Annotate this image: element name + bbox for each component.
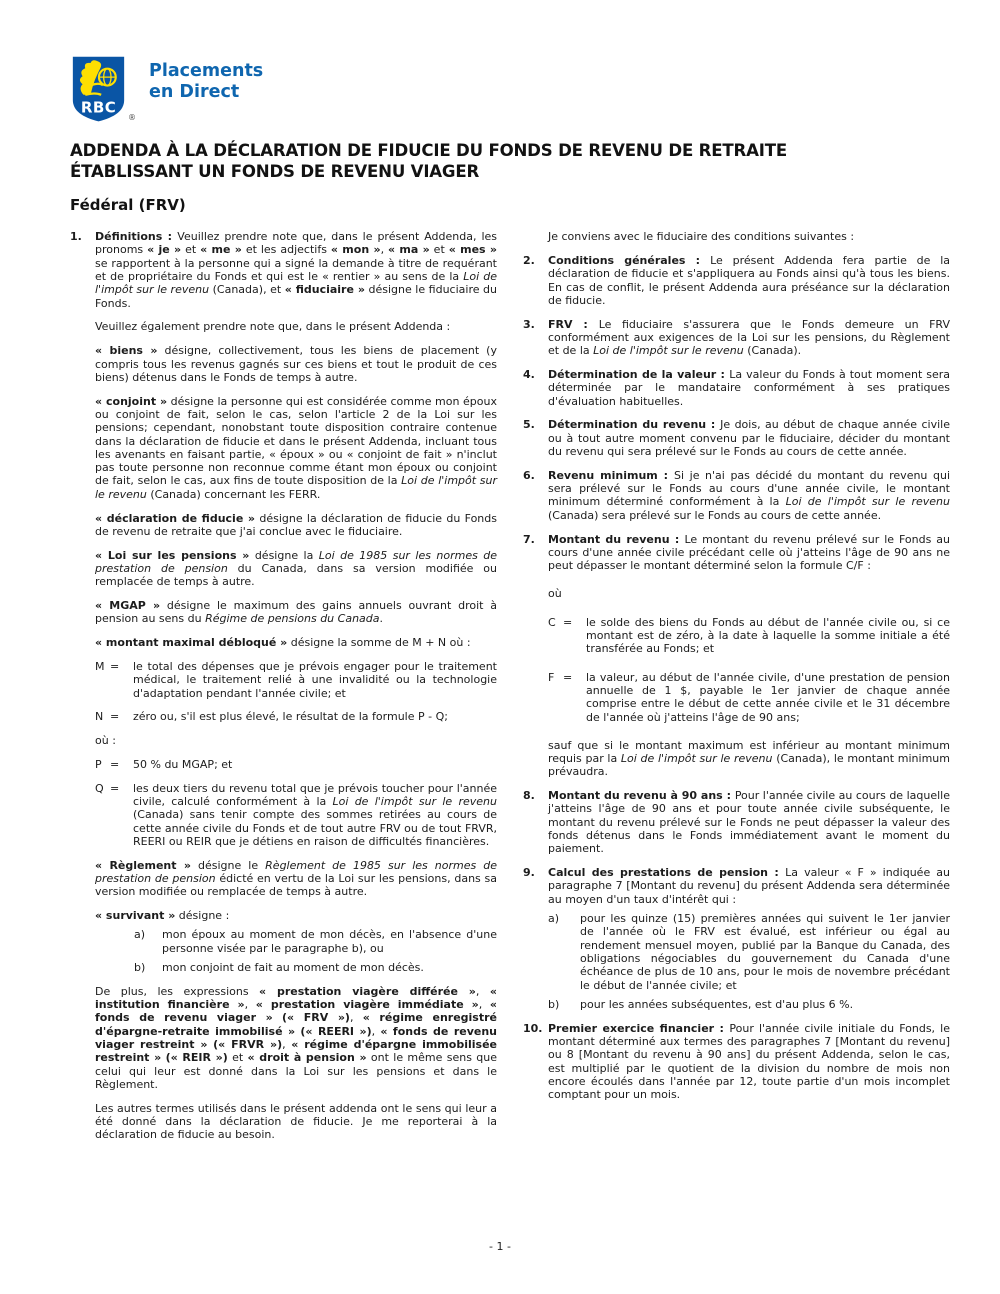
text-run: et [227, 1051, 248, 1065]
clause-text [95, 660, 497, 700]
clause-number [70, 961, 95, 974]
text-run: (Canada) concernant les FERR. [146, 487, 321, 501]
para-block [70, 599, 497, 626]
text-run: Le présent Addenda fera partie de la déclaration de fiducie et s'appliquera au Fonds ainsi qu'à tous les biens. En cas de conflit, le présent Addenda aura préséance sur la déclaration de fiducie. [548, 253, 950, 307]
document-title-line2: ÉTABLISSANT UN FONDS DE REVENU VIAGER [70, 161, 480, 181]
clause-number: 10. [523, 1021, 543, 1035]
rbc-shield-logo [70, 55, 127, 124]
text-run: Loi de l'impôt sur le revenu [785, 495, 950, 509]
text-run: Calcul des prestations de pension : [548, 866, 786, 880]
clause-text [548, 1022, 950, 1102]
text-run: Les autres termes utilisés dans le présent addenda ont le sens qui leur a été donné dans la déclaration de fiducie. Je me reporterai à la déclaration de fiducie au besoin. [95, 1101, 497, 1142]
text-run: Je dois, au début de chaque année civile ou à tout autre moment convenu par le fiduciaire, décider du montant du revenu qui sera prélevé sur le Fonds au cours de cette année. [548, 418, 950, 459]
text-run: « je » [147, 243, 182, 257]
text-run: Régime de pensions du Canada [205, 612, 380, 626]
text-run: Revenu minimum : [548, 468, 674, 482]
text-run [273, 1011, 282, 1024]
text-run: où : [95, 734, 116, 748]
para-block [70, 734, 497, 747]
text-run: mon époux au moment de mon décès, en l'absence d'une personne visée par le paragraphe b), ou [162, 928, 497, 955]
clause-number [70, 985, 95, 1091]
text-run: mon conjoint de fait au moment de mon décès. [162, 960, 424, 974]
clause-number [70, 344, 95, 384]
text-run: (Canada) sera prélevé sur le Fonds au cours de cette année. [548, 508, 882, 522]
text-run: (Canada) sans tenir compte des sommes retirées au cours de cette année civile du Fonds et de tout autre FRV ou de tout FRVR, REERI ou REIR que je détiens en raison de difficultés financières. [133, 808, 497, 848]
clause-text [95, 549, 497, 589]
list-marker: b) [134, 960, 146, 974]
clause-number [70, 859, 95, 899]
clause-text [95, 512, 497, 539]
para-block [523, 230, 950, 243]
text-run: sauf que si le montant maximum est inférieur au montant minimum requis par la [548, 738, 950, 766]
document-header [0, 0, 1000, 214]
para-block [70, 1102, 497, 1142]
clause-text [95, 320, 497, 333]
clause-number: 9. [523, 866, 535, 880]
clause-number: 1. [70, 230, 82, 244]
text-run: « fonds de revenu viager restreint » [95, 1024, 497, 1051]
list-item-text [162, 928, 497, 955]
clause-text [548, 866, 950, 906]
text-run: . [379, 612, 383, 626]
text-run: le total des dépenses que je prévois engager pour le traitement médical, le traitement relié à une invalidité ou la technologie d'adaptation pendant l'année civile; et [133, 659, 497, 700]
formula-definition [133, 660, 497, 700]
clause-text [95, 758, 497, 771]
text-run: « fonds de revenu viager » [95, 998, 498, 1025]
text-run: Loi de 1985 sur les normes de prestation de pension [95, 548, 498, 575]
clause-number [70, 909, 95, 922]
clause-text [95, 928, 497, 955]
para-block [70, 320, 497, 333]
text-run: pour les quinze (15) premières années qui suivent le 1er janvier de l'année où le FRV est évalué, est inférieur ou égal au rendement mensuel moyen, publié par la Banque du Canada, des obligations négociables du gouvernement du Canada d'une échéance de plus de 10 ans, pour le mois de novembre précédant le début de l'année civile; et [580, 912, 950, 992]
text-run: « déclaration de fiducie » [95, 511, 256, 525]
text-run: Détermination du revenu : [548, 418, 721, 432]
text-run: « conjoint » [95, 394, 168, 408]
text-run: désigne le fiduciaire du Fonds. [95, 283, 497, 310]
text-run: Montant du revenu à 90 ans : [548, 789, 735, 803]
text-run: les deux tiers du revenu total que je prévois toucher pour l'année civile, calculé conformément à la [133, 781, 497, 808]
clause-number [523, 912, 548, 992]
clause-5 [523, 418, 950, 458]
clause-6 [523, 469, 950, 522]
text-run: Premier exercice financier : [548, 1021, 730, 1035]
text-run: Loi de l'impôt sur le revenu [620, 752, 773, 766]
text-run: « mes » [448, 243, 497, 257]
text-run: Si je n'ai pas décidé du montant du revenu qui sera prélevé sur le Fonds au cours d'une année civile, le montant minimum déterminé conformément à la [548, 468, 951, 509]
text-run: « régime d'épargne immobilisée restreint » [95, 1037, 497, 1065]
rbc-brand [70, 55, 950, 124]
text-run: édicté en vertu de la Loi sur les pensions, dans sa version modifiée ou remplacée de temps à autre. [95, 871, 497, 899]
formula-definition [133, 710, 497, 723]
para-block [70, 859, 497, 899]
clause-text [95, 985, 497, 1091]
clause-text [95, 599, 497, 626]
text-run: (« REERI ») [300, 1024, 372, 1038]
text-run: désigne la déclaration de fiducie du Fonds de revenu de retraite que j'ai conclue avec le fiduciaire. [95, 511, 497, 538]
equals-sign: = [110, 757, 120, 771]
formula-block [70, 710, 497, 723]
text-run: se rapportent à la personne qui a signé la demande à titre de requérant et de propriétaire du Fonds et qui est le « rentier » au sens de la [95, 256, 497, 284]
right-column [523, 230, 950, 1141]
formula-block [70, 660, 497, 700]
para-block [523, 587, 950, 600]
text-run: (« REIR ») [165, 1051, 228, 1065]
para-block [523, 739, 950, 779]
clause-number [523, 616, 548, 656]
text-run: , [475, 984, 490, 998]
clause-number: 2. [523, 253, 535, 267]
text-run: Veuillez également prendre note que, dans le présent Addenda : [95, 320, 451, 334]
clause-7 [523, 533, 950, 573]
clause-text [548, 533, 950, 573]
text-run: , [380, 243, 389, 257]
clause-text [548, 616, 950, 656]
text-run: Montant du revenu : [548, 532, 685, 546]
clause-2 [523, 254, 950, 307]
clause-number [70, 512, 95, 539]
para-block [70, 636, 497, 649]
clause-text [95, 230, 497, 310]
formula-variable: Q [95, 781, 104, 795]
clause-text [95, 734, 497, 747]
clause-10 [523, 1022, 950, 1102]
formula-definition [133, 782, 497, 848]
text-run: « prestation viagère différée » [259, 984, 476, 998]
formula-definition [586, 616, 950, 656]
text-run: désigne la personne qui est considérée comme mon époux ou conjoint de fait, selon le cas, selon l'article 2 de la Loi sur les pensions; cependant, nonobstant toute disposition contraire contenue dans la déclaration de fiducie et dans le présent Addenda, incluant tous les avenants en faisant partie, « époux » ou « conjoint de fait » n'inclut pas toute personne non reconnue comme étant mon époux ou conjoint de fait, selon le cas, aux fins de toute disposition de la [95, 394, 497, 488]
list-item-text [580, 998, 950, 1011]
text-run: Le fiduciaire s'assurera que le Fonds demeure un FRV conformément aux exigences de la Loi sur les pensions, du Règlement et de la [548, 317, 950, 358]
text-run: « me » [200, 243, 242, 257]
text-run: « ma » [388, 243, 430, 257]
clause-number [523, 587, 548, 600]
clause-number: 3. [523, 317, 535, 331]
text-run: Définitions : [95, 230, 178, 244]
formula-variable: N [95, 710, 104, 724]
para-block [70, 909, 497, 922]
sub-block [523, 912, 950, 992]
text-run: du Canada, dans sa version modifiée ou remplacée de temps à autre. [95, 561, 497, 589]
formula-variable: F [548, 670, 555, 684]
formula-variable: P [95, 757, 102, 771]
text-run: Détermination de la valeur : [548, 368, 730, 382]
sub-block [523, 998, 950, 1011]
clause-text [548, 469, 950, 522]
left-column [70, 230, 497, 1141]
text-run: pour les années subséquentes, est d'au plus 6 %. [580, 997, 854, 1011]
clause-text [548, 587, 950, 600]
text-run: ont le même sens que celui qui leur est donné dans la Loi sur les pensions et dans le Règlement. [95, 1051, 497, 1091]
clause-text [95, 710, 497, 723]
clause-number [70, 928, 95, 955]
text-run: désigne le maximum des gains annuels ouvrant droit à pension au sens du [95, 599, 498, 626]
text-run: désigne, collectivement, tous les biens de placement (y compris tous les revenus gagnés sur ces biens et tout le produit de ces biens) détenus dans le Fonds de temps à autre. [95, 344, 497, 384]
clause-number [523, 739, 548, 779]
clause-text [95, 859, 497, 899]
text-run: La valeur « F » indiquée au paragraphe 7 [Montant du revenu] du présent Addenda sera déterminée au moyen d'un taux d'intérêt qui : [548, 866, 950, 906]
clause-text [95, 1102, 497, 1142]
clause-number [523, 998, 548, 1011]
text-run: La valeur du Fonds à tout moment sera déterminée par le mandataire conformément à ses pratiques d'évaluation habituelles. [548, 368, 951, 408]
text-run: « droit à pension » [247, 1051, 367, 1065]
clause-1 [70, 230, 497, 310]
text-run: la valeur, au début de l'année civile, d'une prestation de pension annuelle de 1 $, payable le 1er janvier de chaque année comprise entre le début de cette année civile et le 31 décembre de l'année où j'atteins l'âge de 90 ans; [586, 670, 950, 724]
equals-sign: = [110, 710, 120, 724]
text-run: « survivant » [95, 909, 176, 923]
text-run: « Règlement » [95, 858, 191, 872]
text-run: et [181, 243, 201, 257]
clause-text [548, 254, 950, 307]
clause-text [548, 418, 950, 458]
brand-name-line1: Placements [149, 61, 264, 81]
text-run: (Canada), et [209, 283, 285, 297]
text-run: où [548, 587, 562, 601]
document-body [0, 214, 1000, 1141]
document-title-line1: ADDENDA À LA DÉCLARATION DE FIDUCIE DU FONDS DE REVENU DE RETRAITE [70, 141, 787, 160]
text-run: (Canada). [743, 344, 802, 358]
text-run: 50 % du MGAP; et [133, 757, 233, 771]
list-marker: a) [548, 912, 560, 926]
text-run: « Loi sur les pensions » [95, 548, 250, 562]
para-block [70, 549, 497, 589]
list-marker: a) [134, 928, 146, 942]
text-run: FRV : [548, 317, 599, 331]
text-run: Loi de l'impôt sur le revenu [332, 794, 497, 808]
equals-sign: = [110, 781, 120, 795]
clause-number: 8. [523, 789, 535, 803]
text-run: désigne le [190, 858, 266, 872]
text-run: , [349, 1011, 363, 1025]
clause-text [548, 789, 950, 855]
clause-text [548, 739, 950, 779]
clause-text [95, 395, 497, 501]
formula-block [70, 758, 497, 771]
clause-text [548, 230, 950, 243]
text-run: « MGAP » [95, 599, 161, 613]
clause-text [548, 671, 950, 724]
sub_indent-block [70, 928, 497, 955]
text-run: Pour l'année civile au cours de laquelle j'atteins l'âge de 90 ans et pour toute année civile subséquente, le montant du revenu prélevé sur le Fonds ne peut dépasser la valeur des fonds détenus dans le Fonds immédiatement avant le moment du paiement. [548, 789, 950, 856]
clause-text [95, 961, 497, 974]
formula-block [523, 671, 950, 724]
equals-sign: = [563, 670, 573, 684]
clause-number [70, 1102, 95, 1142]
clause-text [548, 912, 950, 992]
list-marker: b) [548, 997, 560, 1011]
text-run: Conditions générales : [548, 253, 711, 267]
text-run: « prestation viagère immédiate » [255, 998, 479, 1012]
text-run: « biens » [95, 344, 158, 358]
document-subtitle: Fédéral (FRV) [70, 196, 186, 215]
clause-4 [523, 368, 950, 408]
clause-number [70, 395, 95, 501]
text-run: (Canada), le montant minimum prévaudra. [548, 752, 950, 779]
text-run: « mon » [330, 243, 381, 257]
equals-sign: = [110, 659, 120, 673]
clause-text [548, 368, 950, 408]
clause-3 [523, 318, 950, 358]
clause-8 [523, 789, 950, 855]
clause-number [70, 734, 95, 747]
text-run: et les adjectifs [241, 243, 331, 257]
clause-text [95, 909, 497, 922]
text-run: le solde des biens du Fonds au début de l'année civile ou, si ce montant est de zéro, à la date à laquelle la somme initiale a été transférée au Fonds; et [586, 615, 950, 656]
clause-number [70, 599, 95, 626]
text-run: « montant maximal débloqué » [95, 636, 288, 650]
para-block [70, 985, 497, 1091]
clause-text [95, 344, 497, 384]
clause-number [70, 549, 95, 589]
clause-number [523, 230, 548, 243]
text-run: Pour l'année civile initiale du Fonds, le montant déterminé aux termes des paragraphes 7 [Montant du revenu] ou 8 [Montant du revenu à 90 ans] du présent Addenda, selon le cas, est multiplié par le quotient de la division du nombre de mois non encore écoulés dans l'année par 12, toute partie d'un mois incomplet comptant pour un mois. [548, 1021, 950, 1102]
clause-number [70, 710, 95, 723]
para-block [70, 395, 497, 501]
text-run: zéro ou, s'il est plus élevé, le résultat de la formule P - Q; [133, 710, 448, 724]
clause-text [95, 782, 497, 848]
text-run: désigne : [175, 909, 230, 923]
text-run: « fiduciaire » [284, 283, 365, 297]
text-run: « institution financière » [95, 984, 497, 1012]
brand-name [136, 55, 263, 103]
formula-variable: C [548, 615, 556, 629]
clause-text [548, 998, 950, 1011]
clause-text [548, 318, 950, 358]
text-run: désigne la somme de M + N où : [287, 636, 471, 650]
para-block [70, 512, 497, 539]
page-footer [0, 1240, 1000, 1253]
clause-number [523, 671, 548, 724]
sub_indent-block [70, 961, 497, 974]
text-run: « régime enregistré d'épargne-retraite immobilisé » [95, 1011, 497, 1038]
text-run: , [478, 998, 490, 1012]
text-run: , [282, 1037, 292, 1051]
clause-number [70, 758, 95, 771]
clause-number: 4. [523, 368, 535, 382]
text-run: Le montant du revenu prélevé sur le Fonds au cours d'une année civile précédant celle où j'atteins l'âge de 90 ans ne peut dépasser le montant déterminé selon la formule C/F : [548, 532, 950, 573]
formula-definition [133, 758, 497, 771]
text-run: (« FRVR ») [213, 1037, 283, 1051]
para-block [70, 344, 497, 384]
text-run: Veuillez prendre note que, dans le présent Addenda, les pronoms [95, 230, 497, 257]
list-item-text [162, 961, 497, 974]
text-run: , [371, 1024, 381, 1038]
clause-number [70, 636, 95, 649]
text-run: De plus, les expressions [95, 984, 260, 998]
text-run: Loi de l'impôt sur le revenu [95, 474, 498, 501]
rbc-shield-text: RBC [80, 98, 117, 117]
clause-number: 7. [523, 532, 535, 546]
text-run: désigne la [249, 548, 319, 562]
clause-text [95, 636, 497, 649]
text-run: et [429, 243, 449, 257]
clause-number [70, 320, 95, 333]
clause-9 [523, 866, 950, 906]
text-run: (« FRV ») [282, 1011, 350, 1025]
equals-sign: = [563, 615, 573, 629]
formula-variable: M [95, 659, 105, 673]
formula-block [70, 782, 497, 848]
page-number: - 1 - [489, 1240, 511, 1253]
text-run: Règlement de 1985 sur les normes de prestation de pension [95, 858, 498, 885]
text-run: Je conviens avec le fiduciaire des conditions suivantes : [548, 230, 855, 244]
brand-name-line2: en Direct [149, 82, 240, 102]
text-run: Loi de l'impôt sur le revenu [593, 344, 744, 358]
clause-number: 5. [523, 418, 535, 432]
clause-number [70, 660, 95, 700]
document-title [70, 141, 950, 182]
clause-number: 6. [523, 468, 535, 482]
formula-block [523, 616, 950, 656]
formula-definition [586, 671, 950, 724]
registered-trademark: ® [128, 113, 136, 122]
clause-number [70, 782, 95, 848]
text-run: Loi de l'impôt sur le revenu [95, 270, 497, 297]
list-item-text [580, 912, 950, 992]
text-run: , [244, 998, 256, 1012]
